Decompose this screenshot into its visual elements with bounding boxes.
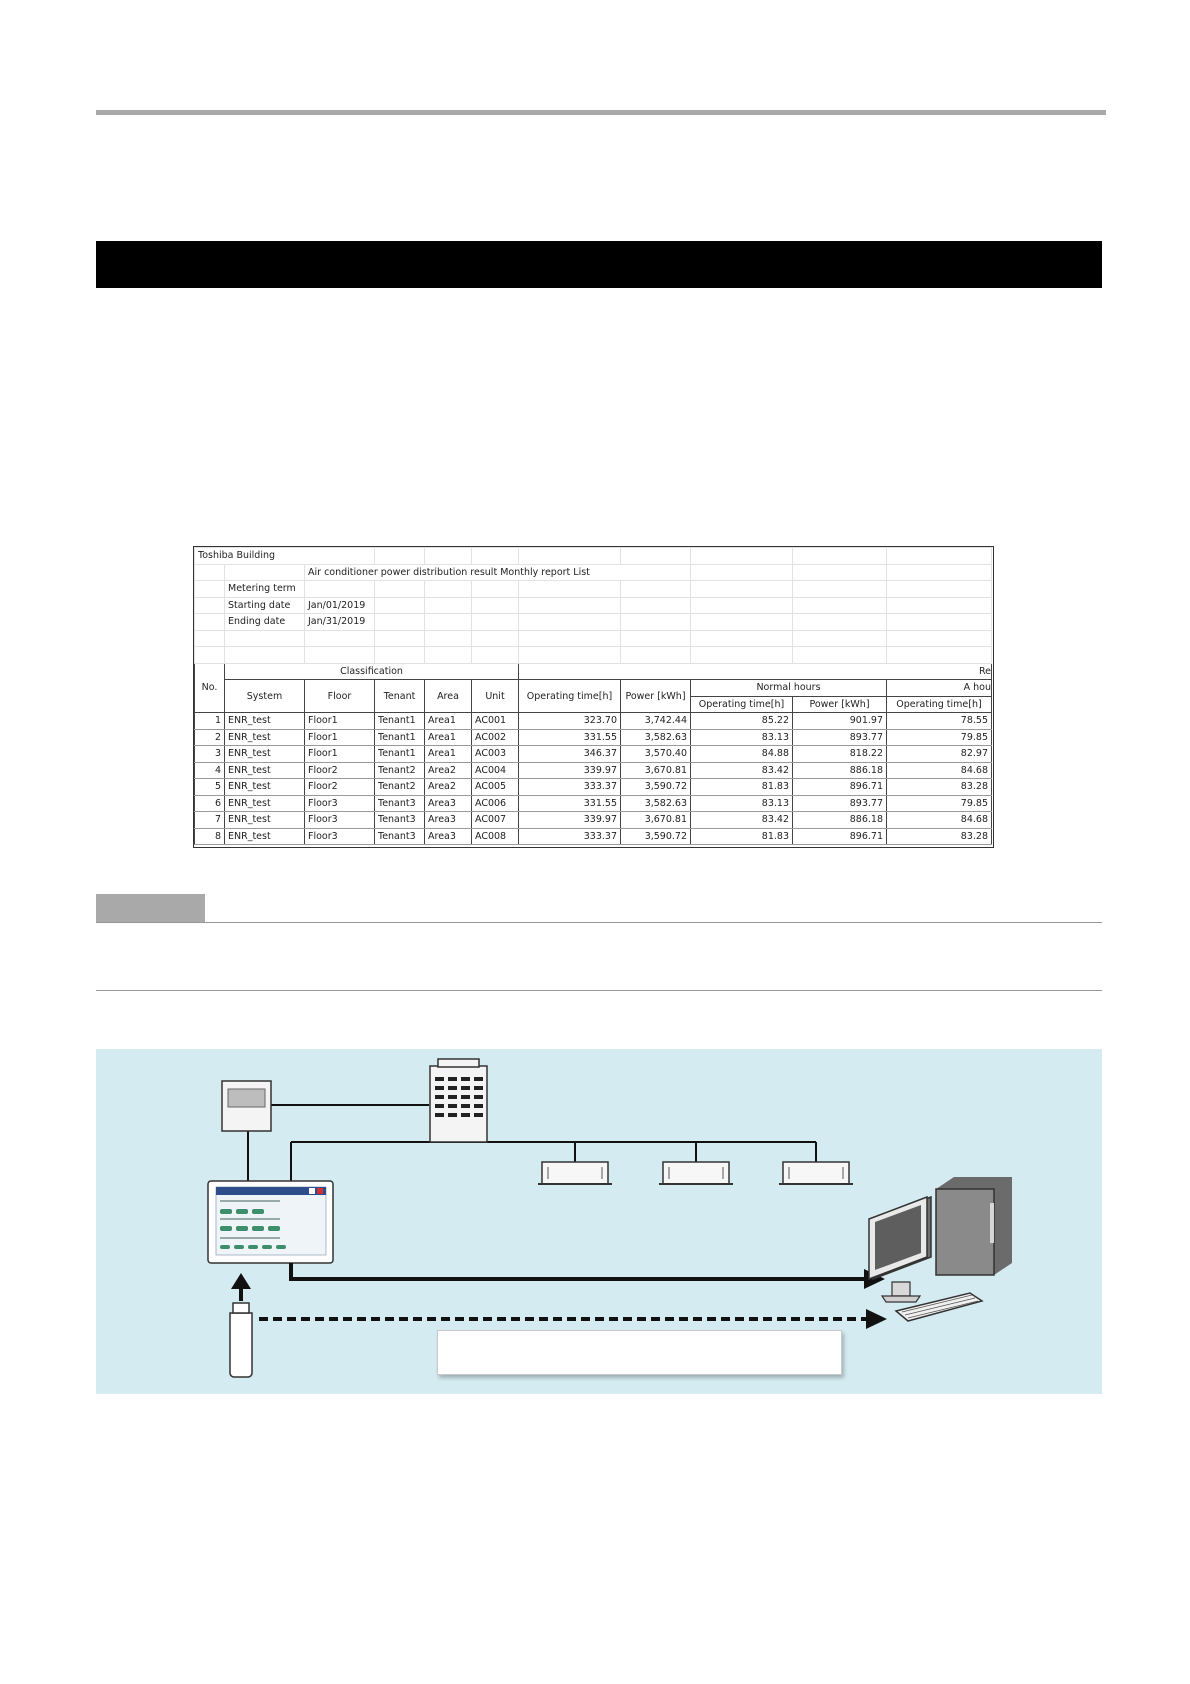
row-floor: Floor2 xyxy=(305,779,375,796)
usb-memory-icon xyxy=(230,1303,252,1377)
usb-transfer-dashed-arrow xyxy=(259,1309,887,1329)
row-area: Area2 xyxy=(425,779,472,796)
table-row xyxy=(195,812,992,829)
table-row xyxy=(195,828,992,845)
touch-screen-controller-icon xyxy=(208,1181,333,1263)
col-header-system: System xyxy=(225,680,305,713)
row-normal-power: 893.77 xyxy=(793,795,887,812)
row-unit: AC005 xyxy=(472,779,519,796)
row-tenant: Tenant3 xyxy=(375,812,425,829)
row-tenant: Tenant2 xyxy=(375,762,425,779)
row-tenant: Tenant3 xyxy=(375,828,425,845)
metering-term-label: Metering term xyxy=(225,581,305,598)
row-number: 4 xyxy=(195,762,225,779)
row-normal-operating-time: 83.42 xyxy=(691,762,793,779)
wiring xyxy=(248,1105,816,1181)
col-header-classification: Classification xyxy=(225,663,519,680)
row-floor: Floor3 xyxy=(305,812,375,829)
row-number: 8 xyxy=(195,828,225,845)
row-power: 3,670.81 xyxy=(621,812,691,829)
table-row xyxy=(195,779,992,796)
row-tenant: Tenant1 xyxy=(375,713,425,730)
row-number: 1 xyxy=(195,713,225,730)
table-row xyxy=(195,729,992,746)
report-data-rows xyxy=(195,713,992,845)
row-number: 5 xyxy=(195,779,225,796)
col-header-normal-power: Power [kWh] xyxy=(793,696,887,713)
col-header-result-cut: Re xyxy=(519,663,992,680)
row-power: 3,590.72 xyxy=(621,828,691,845)
row-operating-time: 333.37 xyxy=(519,828,621,845)
row-unit: AC006 xyxy=(472,795,519,812)
row-operating-time: 339.97 xyxy=(519,812,621,829)
starting-date-value: Jan/01/2019 xyxy=(305,597,375,614)
annotation-callout-box xyxy=(437,1330,842,1375)
starting-date-label: Starting date xyxy=(225,597,305,614)
row-floor: Floor1 xyxy=(305,713,375,730)
row-operating-time: 331.55 xyxy=(519,729,621,746)
col-header-operating-time: Operating time[h] xyxy=(519,680,621,713)
row-normal-operating-time: 84.88 xyxy=(691,746,793,763)
col-header-area: Area xyxy=(425,680,472,713)
row-a-operating-time: 82.97 xyxy=(887,746,992,763)
row-normal-operating-time: 83.13 xyxy=(691,729,793,746)
row-a-operating-time: 83.28 xyxy=(887,828,992,845)
row-a-operating-time: 84.68 xyxy=(887,762,992,779)
col-header-normal-hours: Normal hours xyxy=(691,680,887,697)
indoor-unit-icon xyxy=(779,1162,853,1184)
row-area: Area3 xyxy=(425,795,472,812)
row-operating-time: 333.37 xyxy=(519,779,621,796)
row-a-operating-time: 79.85 xyxy=(887,729,992,746)
row-tenant: Tenant3 xyxy=(375,795,425,812)
row-system: ENR_test xyxy=(225,729,305,746)
row-normal-power: 893.77 xyxy=(793,729,887,746)
header-rule xyxy=(96,110,1106,115)
row-normal-operating-time: 81.83 xyxy=(691,828,793,845)
ending-date-label: Ending date xyxy=(225,614,305,631)
row-a-operating-time: 78.55 xyxy=(887,713,992,730)
row-area: Area1 xyxy=(425,746,472,763)
note-tab xyxy=(96,894,205,922)
row-area: Area3 xyxy=(425,828,472,845)
col-header-a-hours-cut: A hou xyxy=(887,680,992,697)
row-floor: Floor2 xyxy=(305,762,375,779)
row-number: 7 xyxy=(195,812,225,829)
row-tenant: Tenant1 xyxy=(375,729,425,746)
col-header-a-operating-time: Operating time[h] xyxy=(887,696,992,713)
data-transfer-arrow xyxy=(291,1263,885,1289)
ending-date-value: Jan/31/2019 xyxy=(305,614,375,631)
row-normal-power: 896.71 xyxy=(793,779,887,796)
personal-computer-icon xyxy=(869,1177,1012,1321)
row-operating-time: 331.55 xyxy=(519,795,621,812)
row-system: ENR_test xyxy=(225,795,305,812)
table-row xyxy=(195,795,992,812)
row-a-operating-time: 83.28 xyxy=(887,779,992,796)
outdoor-unit-icon xyxy=(430,1059,487,1142)
indoor-unit-icon xyxy=(659,1162,733,1184)
row-number: 6 xyxy=(195,795,225,812)
note-rule-top xyxy=(96,922,1102,923)
row-operating-time: 346.37 xyxy=(519,746,621,763)
row-power: 3,570.40 xyxy=(621,746,691,763)
row-area: Area1 xyxy=(425,713,472,730)
row-operating-time: 339.97 xyxy=(519,762,621,779)
row-normal-power: 901.97 xyxy=(793,713,887,730)
row-normal-power: 818.22 xyxy=(793,746,887,763)
row-normal-power: 886.18 xyxy=(793,812,887,829)
row-unit: AC002 xyxy=(472,729,519,746)
row-a-operating-time: 84.68 xyxy=(887,812,992,829)
table-row xyxy=(195,762,992,779)
indoor-unit-icon xyxy=(538,1162,612,1184)
row-power: 3,582.63 xyxy=(621,795,691,812)
col-header-floor: Floor xyxy=(305,680,375,713)
table-row xyxy=(195,713,992,730)
row-area: Area1 xyxy=(425,729,472,746)
row-power: 3,590.72 xyxy=(621,779,691,796)
row-operating-time: 323.70 xyxy=(519,713,621,730)
row-power: 3,742.44 xyxy=(621,713,691,730)
row-unit: AC001 xyxy=(472,713,519,730)
row-system: ENR_test xyxy=(225,746,305,763)
row-number: 3 xyxy=(195,746,225,763)
report-title: Air conditioner power distribution result Monthly report List xyxy=(305,564,691,581)
row-power: 3,670.81 xyxy=(621,762,691,779)
row-floor: Floor1 xyxy=(305,746,375,763)
row-normal-operating-time: 85.22 xyxy=(691,713,793,730)
row-system: ENR_test xyxy=(225,713,305,730)
row-unit: AC003 xyxy=(472,746,519,763)
row-number: 2 xyxy=(195,729,225,746)
row-normal-operating-time: 83.13 xyxy=(691,795,793,812)
table-row xyxy=(195,746,992,763)
col-header-unit: Unit xyxy=(472,680,519,713)
row-unit: AC007 xyxy=(472,812,519,829)
col-header-no: No. xyxy=(195,663,225,713)
report-table xyxy=(194,547,992,845)
building-name: Toshiba Building xyxy=(195,548,375,565)
col-header-normal-operating-time: Operating time[h] xyxy=(691,696,793,713)
row-normal-power: 886.18 xyxy=(793,762,887,779)
row-normal-operating-time: 81.83 xyxy=(691,779,793,796)
row-unit: AC008 xyxy=(472,828,519,845)
row-floor: Floor1 xyxy=(305,729,375,746)
system-diagram xyxy=(96,1049,1102,1394)
row-tenant: Tenant2 xyxy=(375,779,425,796)
row-area: Area2 xyxy=(425,762,472,779)
remote-controller-icon xyxy=(222,1081,271,1131)
col-header-tenant: Tenant xyxy=(375,680,425,713)
row-system: ENR_test xyxy=(225,828,305,845)
row-normal-operating-time: 83.42 xyxy=(691,812,793,829)
col-header-power: Power [kWh] xyxy=(621,680,691,713)
note-rule-bottom xyxy=(96,990,1102,991)
row-tenant: Tenant1 xyxy=(375,746,425,763)
row-system: ENR_test xyxy=(225,779,305,796)
usb-upload-arrow xyxy=(231,1273,251,1301)
row-unit: AC004 xyxy=(472,762,519,779)
row-system: ENR_test xyxy=(225,762,305,779)
row-floor: Floor3 xyxy=(305,828,375,845)
row-area: Area3 xyxy=(425,812,472,829)
row-normal-power: 896.71 xyxy=(793,828,887,845)
row-power: 3,582.63 xyxy=(621,729,691,746)
monthly-report-spreadsheet xyxy=(193,546,994,848)
row-a-operating-time: 79.85 xyxy=(887,795,992,812)
section-title-band xyxy=(96,241,1102,288)
row-floor: Floor3 xyxy=(305,795,375,812)
row-system: ENR_test xyxy=(225,812,305,829)
